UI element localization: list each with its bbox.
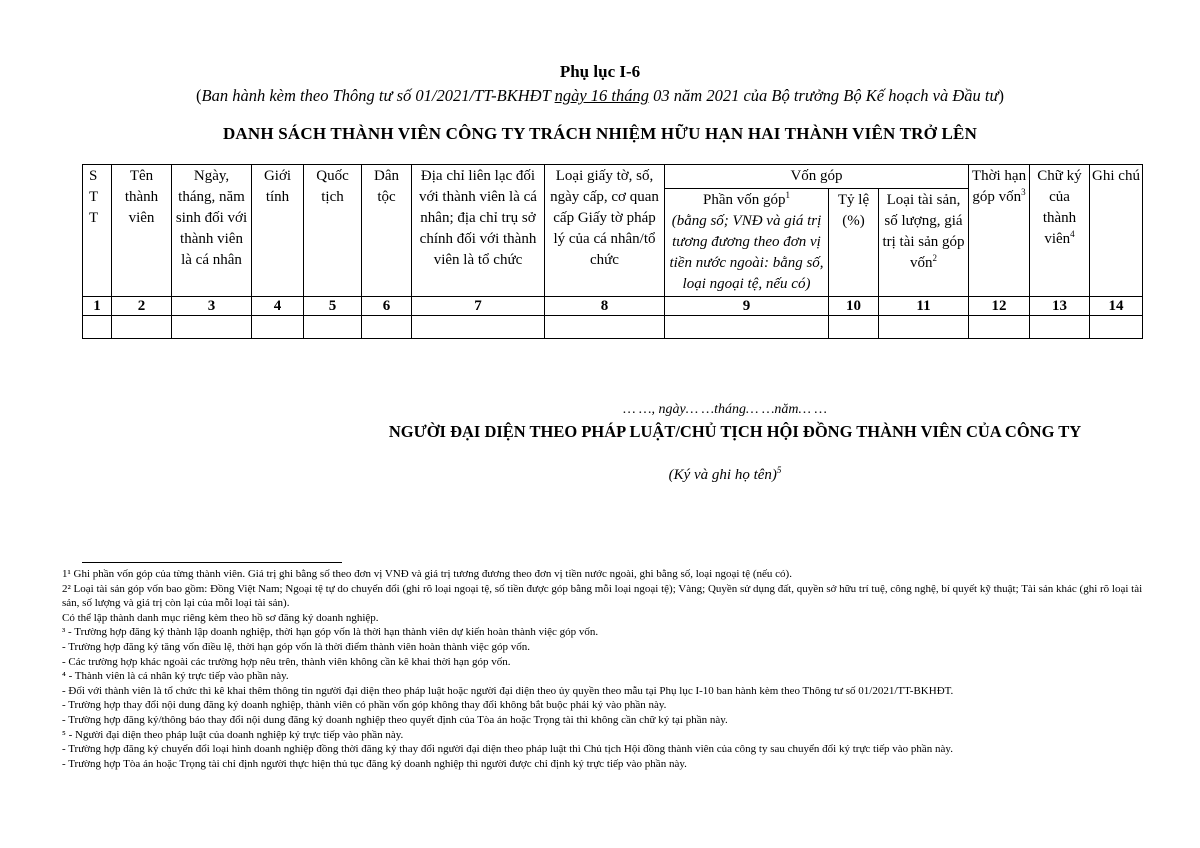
col-share-header: Phần vốn góp$^1$ (bằng số; VNĐ và giá trị tương đương theo đơn vị tiền nước ngoài: bằng số, loại ngoại tệ, nếu có) bbox=[665, 189, 829, 297]
appendix-label: Phụ lục I-6 bbox=[559, 62, 641, 81]
col-gender-header: Giới tính bbox=[252, 165, 304, 297]
footnote-line: - Các trường hợp khác ngoài các trường hợp nêu trên, thành viên không cần kê khai thời hạn góp vốn. bbox=[62, 655, 511, 668]
empty-data-row bbox=[83, 316, 1143, 339]
signature-date-line: … …, ngày… …tháng… …năm… … bbox=[623, 402, 827, 417]
document-title: DANH SÁCH THÀNH VIÊN CÔNG TY TRÁCH NHIỆM HỮU HẠN HAI THÀNH VIÊN TRỞ LÊN bbox=[222, 124, 978, 143]
footnote-line: - Trường hợp đăng ký chuyển đổi loại hình doanh nghiệp đồng thời đăng ký thay đổi người đại diện theo pháp luật thì Chủ tịch Hội đồng thành viên của công ty sau chuyển đổi ký trực tiếp vào phần này. bbox=[62, 743, 953, 756]
col-id-header: Loại giấy tờ, số, ngày cấp, cơ quan cấp Giấy tờ pháp lý của cá nhân/tổ chức bbox=[545, 165, 665, 297]
signature-title: NGƯỜI ĐẠI DIỆN THEO PHÁP LUẬT/CHỦ TỊCH HỘI ĐỒNG THÀNH VIÊN CỦA CÔNG TY bbox=[388, 422, 1082, 441]
member-list-table bbox=[82, 164, 1143, 339]
col-ethnicity-header: Dân tộc bbox=[362, 165, 412, 297]
col-asset-header: Loại tài sản, số lượng, giá trị tài sản góp vốn$^2$ bbox=[879, 189, 969, 297]
col-dob-header: Ngày, tháng, năm sinh đối với thành viên là cá nhân bbox=[172, 165, 252, 297]
footnote-line: - Trường hợp đăng ký tăng vốn điều lệ, thời hạn góp vốn là thời điểm thành viên hoàn thành việc góp vốn. bbox=[62, 640, 530, 653]
footnote-line: - Trường hợp đăng ký/thông báo thay đổi nội dung đăng ký doanh nghiệp theo quyết định của Tòa án hoặc Trọng tài thì không cần chữ ký tại phần này. bbox=[62, 713, 728, 726]
footnote-line: 2² Loại tài sản góp vốn bao gồm: Đồng Việt Nam; Ngoại tệ tự do chuyển đổi (ghi rõ loại ngoại tệ, số tiền được góp bằng mỗi loại ngoại tệ); Vàng; Quyền sử dụng đất, quyền sở hữu trí tuệ, công nghệ, bí quyết kỹ thuật; Tài sản khác (ghi rõ loại tài sản, số lượng và giá trị còn lại của mỗi loại tài sản). bbox=[62, 582, 1143, 610]
col-name-header: Tên thành viên bbox=[112, 165, 172, 297]
footnote-line: 1¹ Ghi phần vốn góp của từng thành viên. Giá trị ghi bằng số theo đơn vị VNĐ và giá trị tương đương theo đơn vị tiền nước ngoài, ghi bằng số, loại ngoại tệ (nếu có). bbox=[62, 568, 792, 580]
col-note-header: Ghi chú bbox=[1090, 165, 1143, 297]
col-capital-header: Vốn góp bbox=[665, 165, 969, 189]
footnote-line: - Đối với thành viên là tổ chức thì kê khai thêm thông tin người đại diện theo pháp luật hoặc người đại diện theo ủy quyền theo mẫu tại Phụ lục I-10 ban hành kèm theo Thông tư số 01/2021/TT-BKHĐT. bbox=[62, 684, 954, 697]
col-stt-header: S T T bbox=[83, 165, 112, 297]
footnote-line: ⁴ - Thành viên là cá nhân ký trực tiếp vào phần này. bbox=[62, 670, 289, 683]
issuance-note: (Ban hành kèm theo Thông tư số 01/2021/TT-BKHĐT ngày 16 tháng 03 năm 2021 của Bộ trưởng Bộ Kế hoạch và Đầu tư) bbox=[196, 86, 1004, 105]
col-signature-header: Chữ ký của thành viên$^4$ bbox=[1030, 165, 1090, 297]
signature-note: (Ký và ghi họ tên)$^5$ bbox=[668, 465, 782, 483]
footnote-line: ³ - Trường hợp đăng ký thành lập doanh nghiệp, thời hạn góp vốn là thời hạn thành viên dự kiến hoàn thành việc góp vốn. bbox=[62, 626, 599, 639]
footnote-line: - Trường hợp Tòa án hoặc Trọng tài chỉ định người thực hiện thủ tục đăng ký doanh nghiệp thì người được chỉ định ký trực tiếp vào phần này. bbox=[62, 757, 687, 770]
header-row-1 bbox=[83, 165, 1143, 189]
footnote-line: Có thể lập thành danh mục riêng kèm theo hồ sơ đăng ký doanh nghiệp. bbox=[62, 611, 379, 624]
column-number-row: 1 2 3 4 5 6 7 8 9 10 11 12 13 14 bbox=[83, 297, 1143, 316]
footnote-divider bbox=[82, 562, 342, 563]
footnotes bbox=[62, 567, 1152, 771]
footnote-line: ⁵ - Người đại diện theo pháp luật của doanh nghiệp ký trực tiếp vào phần này. bbox=[62, 728, 404, 741]
footnote-line: - Trường hợp thay đổi nội dung đăng ký doanh nghiệp, thành viên có phần vốn góp không thay đổi không bắt buộc phải ký vào phần này. bbox=[62, 699, 667, 712]
col-nationality-header: Quốc tịch bbox=[304, 165, 362, 297]
col-term-header: Thời hạn góp vốn$^3$ bbox=[969, 165, 1030, 297]
col-ratio-header: Tỷ lệ (%) bbox=[829, 189, 879, 297]
col-address-header: Địa chỉ liên lạc đối với thành viên là cá nhân; địa chỉ trụ sở chính đối với thành viên là tổ chức bbox=[412, 165, 545, 297]
